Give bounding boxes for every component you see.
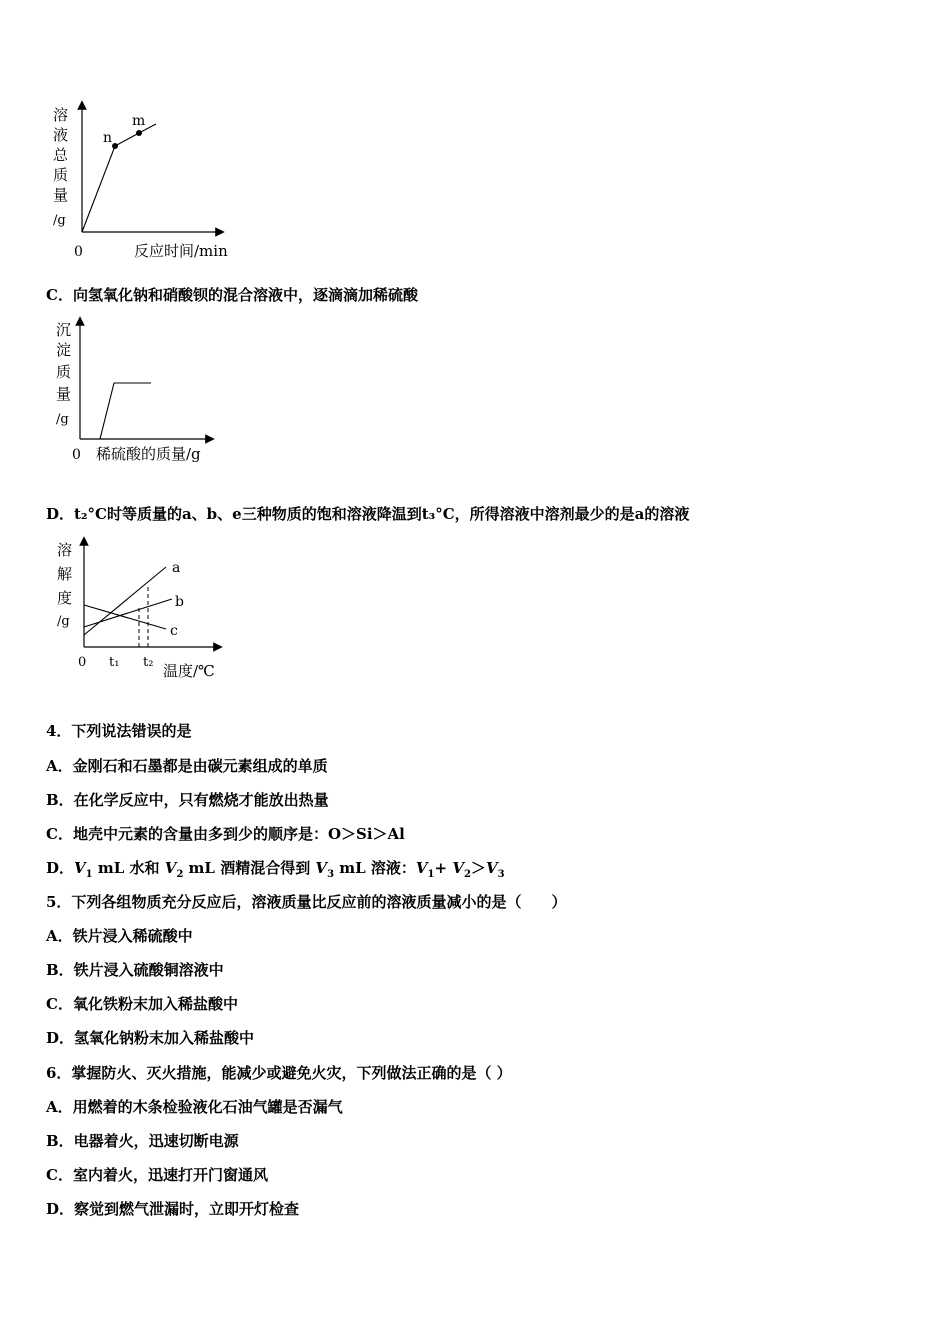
d-prefix: D． <box>46 859 75 877</box>
v-subscript: 1 <box>427 869 435 880</box>
q5-option-c: C．氧化铁粉末加入稀盐酸中 <box>46 995 238 1013</box>
q4-stem: 4．下列说法错误的是 <box>46 722 192 740</box>
point-n-label: n <box>103 130 113 146</box>
d-plus: + <box>434 859 453 877</box>
q5-option-d: D．氢氧化钠粉末加入稀盐酸中 <box>46 1029 255 1047</box>
point-n-marker <box>112 143 118 149</box>
y-label-char: 度 <box>57 589 73 607</box>
t2-label: t₂ <box>143 655 154 670</box>
point-m-marker <box>136 130 142 136</box>
curve-a <box>84 567 166 635</box>
curve-b-label: b <box>175 594 184 610</box>
q6-option-d: D．察觉到燃气泄漏时，立即开灯检查 <box>46 1200 300 1218</box>
mass-curve <box>82 124 156 232</box>
y-label-char: 溶 <box>53 106 69 124</box>
y-label-char: /g <box>53 213 66 228</box>
q4-option-b: B．在化学反应中，只有燃烧才能放出热量 <box>46 791 329 809</box>
q6-stem: 6．掌握防火、灭火措施，能减少或避免火灾，下列做法正确的是（ ） <box>46 1064 512 1082</box>
x-axis-label: 稀硫酸的质量/g <box>96 445 201 463</box>
graph-precipitate-mass <box>40 315 260 465</box>
d-text: mL 酒精混合得到 <box>183 859 316 877</box>
v-symbol: V <box>164 859 177 877</box>
y-label-char: 质 <box>53 166 69 184</box>
v-symbol: V <box>452 859 464 877</box>
option-c-text: C．向氢氧化钠和硝酸钡的混合溶液中，逐滴滴加稀硫酸 <box>46 286 418 304</box>
q6-option-b: B．电器着火，迅速切断电源 <box>46 1132 239 1150</box>
q6-option-a: A．用燃着的木条检验液化石油气罐是否漏气 <box>46 1098 343 1116</box>
q6-option-c: C．室内着火，迅速打开门窗通风 <box>46 1166 268 1184</box>
d-text: mL 水和 <box>92 859 165 877</box>
y-label-char: 解 <box>57 565 73 583</box>
y-label-char: 溶 <box>57 541 73 559</box>
x-axis-label: 反应时间/min <box>134 242 228 260</box>
curve-a-label: a <box>172 560 181 576</box>
v-symbol: V <box>485 859 498 877</box>
y-label-char: 量 <box>53 186 69 204</box>
q4-option-a: A．金刚石和石墨都是由碳元素组成的单质 <box>46 757 328 775</box>
v-symbol: V <box>74 859 86 877</box>
v-subscript: 3 <box>327 869 335 880</box>
t1-label: t₁ <box>109 655 120 670</box>
precipitate-curve <box>100 383 151 439</box>
q5-option-b: B．铁片浸入硫酸铜溶液中 <box>46 961 224 979</box>
v-symbol: V <box>315 859 328 877</box>
y-label-char: 液 <box>53 126 69 144</box>
x-axis-label: 温度/℃ <box>163 662 215 680</box>
v-subscript: 2 <box>463 869 471 880</box>
v-subscript: 3 <box>497 869 505 880</box>
graph-solution-mass <box>40 100 260 265</box>
y-label-char: 质 <box>56 363 72 381</box>
q5-option-a: A．铁片浸入稀硫酸中 <box>46 927 193 945</box>
y-label-char: 量 <box>56 385 72 403</box>
y-label-char: /g <box>57 614 70 629</box>
v-symbol: V <box>415 859 428 877</box>
d-text: mL 溶液： <box>334 859 416 877</box>
origin-label: 0 <box>74 244 83 260</box>
d-gt: ＞ <box>470 859 486 877</box>
curve-c-label: c <box>170 623 178 639</box>
y-label-char: 沉 <box>56 321 72 339</box>
origin-label: 0 <box>72 447 81 463</box>
y-label-char: /g <box>56 412 69 427</box>
v-subscript: 2 <box>176 869 184 880</box>
q5-stem: 5．下列各组物质充分反应后，溶液质量比反应前的溶液质量减小的是（ ） <box>46 893 567 911</box>
curve-b <box>84 599 172 627</box>
v-subscript: 1 <box>85 869 93 880</box>
graph-solubility <box>40 535 260 685</box>
option-d-text: D．t₂°C时等质量的a、b、e三种物质的饱和溶液降温到t₃°C，所得溶液中溶剂最少的是a的溶液 <box>46 505 690 523</box>
y-label-char: 淀 <box>56 341 72 359</box>
origin-label: 0 <box>78 655 87 670</box>
q4-option-c: C．地壳中元素的含量由多到少的顺序是：O＞Si＞Al <box>46 825 405 843</box>
q4-option-d <box>46 858 505 885</box>
y-label-char: 总 <box>53 146 69 164</box>
point-m-label: m <box>132 113 146 129</box>
